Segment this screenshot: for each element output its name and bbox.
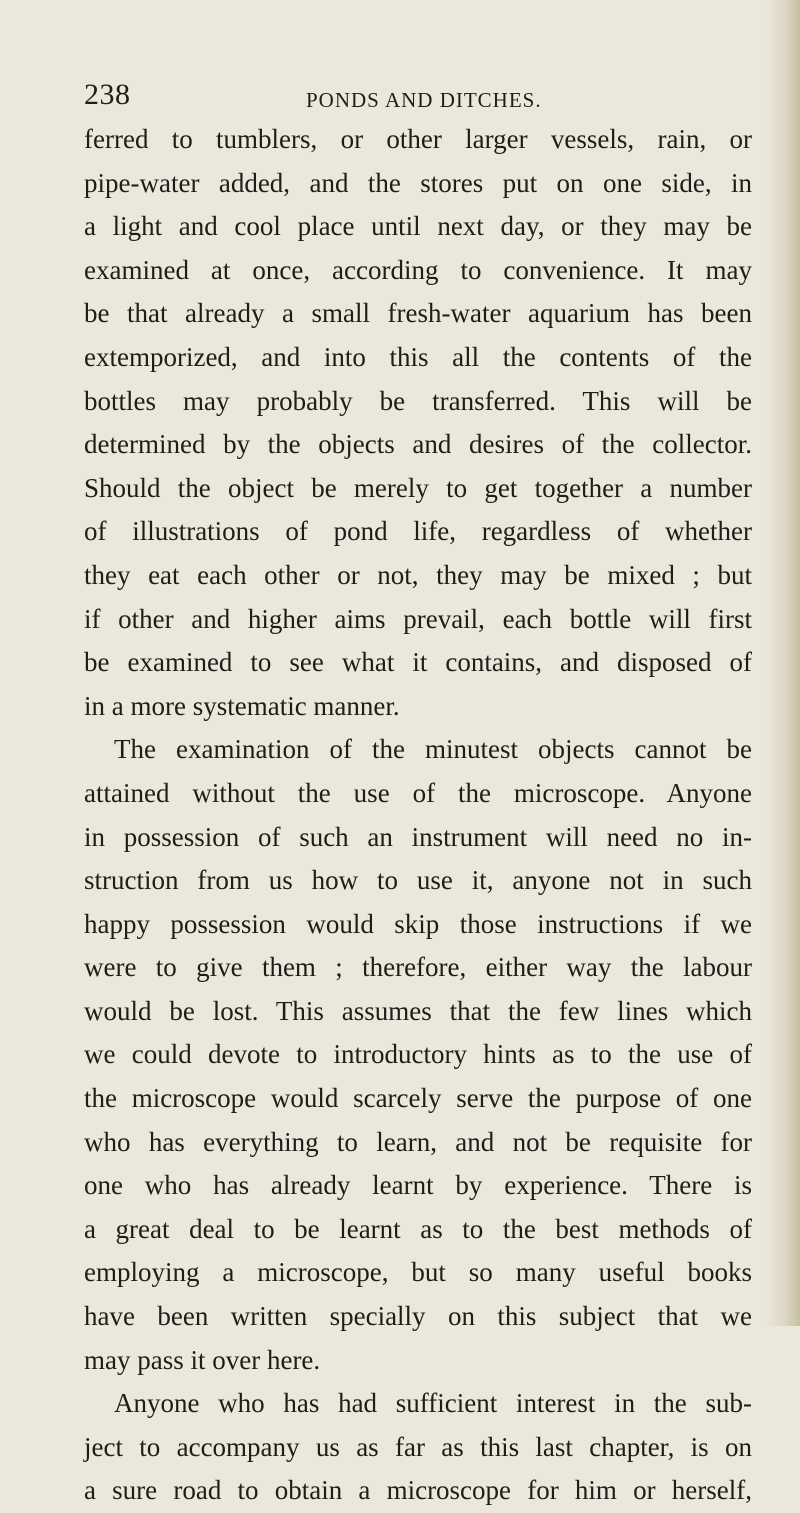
text-line: have been written specially on this subject that we (84, 1301, 752, 1332)
page-number: 238 (84, 78, 131, 111)
text-line: would be lost. This assumes that the few lines which (84, 995, 752, 1026)
text-line: employing a microscope, but so many useful books (84, 1257, 752, 1288)
text-line: struction from us how to use it, anyone not in such (84, 865, 752, 896)
text-line: we could devote to introductory hints as to the use of (84, 1039, 752, 1070)
text-line: may pass it over here. (84, 1344, 321, 1375)
text-line: the microscope would scarcely serve the purpose of one (84, 1083, 752, 1114)
text-line: of illustrations of pond life, regardless of whether (84, 516, 752, 547)
text-line: determined by the objects and desires of the collector. (84, 429, 752, 460)
text-line: examined at once, according to convenience. It may (84, 254, 752, 285)
text-line: happy possession would skip those instructions if we (84, 908, 752, 939)
text-line: Anyone who has had sufficient interest in the sub- (114, 1388, 752, 1419)
body-text (84, 118, 752, 1513)
text-line: they eat each other or not, they may be mixed ; but (84, 559, 752, 590)
text-line: ferred to tumblers, or other larger vessels, rain, or (84, 124, 752, 154)
text-line: a great deal to be learnt as to the best methods of (84, 1213, 752, 1244)
text-line: Should the object be merely to get together a number (84, 472, 752, 503)
text-line: one who has already learnt by experience. There is (84, 1170, 752, 1201)
text-line: extemporized, and into this all the contents of the (84, 341, 752, 372)
text-line: in possession of such an instrument will need no in- (84, 821, 752, 852)
text-line: be examined to see what it contains, and disposed of (84, 647, 752, 678)
text-line: if other and higher aims prevail, each bottle will first (84, 603, 752, 634)
text-line: attained without the use of the microscope. Anyone (84, 777, 752, 808)
text-line: The examination of the minutest objects cannot be (114, 734, 752, 765)
page-edge-shadow (766, 0, 800, 1326)
text-line: in a more systematic manner. (84, 690, 400, 721)
text-line: be that already a small fresh-water aquarium has been (84, 298, 752, 329)
text-line: pipe-water added, and the stores put on one side, in (84, 167, 752, 198)
text-line: who has everything to learn, and not be requisite for (84, 1126, 752, 1157)
running-head: PONDS AND DITCHES. (306, 88, 542, 112)
text-line: a sure road to obtain a microscope for him or herself, (84, 1475, 752, 1506)
text-line: bottles may probably be transferred. This will be (84, 385, 752, 416)
text-line: ject to accompany us as far as this last chapter, is on (84, 1431, 752, 1462)
page-header (84, 78, 724, 118)
text-line: were to give them ; therefore, either way the labour (84, 952, 752, 983)
text-line: a light and cool place until next day, or they may be (84, 211, 752, 242)
